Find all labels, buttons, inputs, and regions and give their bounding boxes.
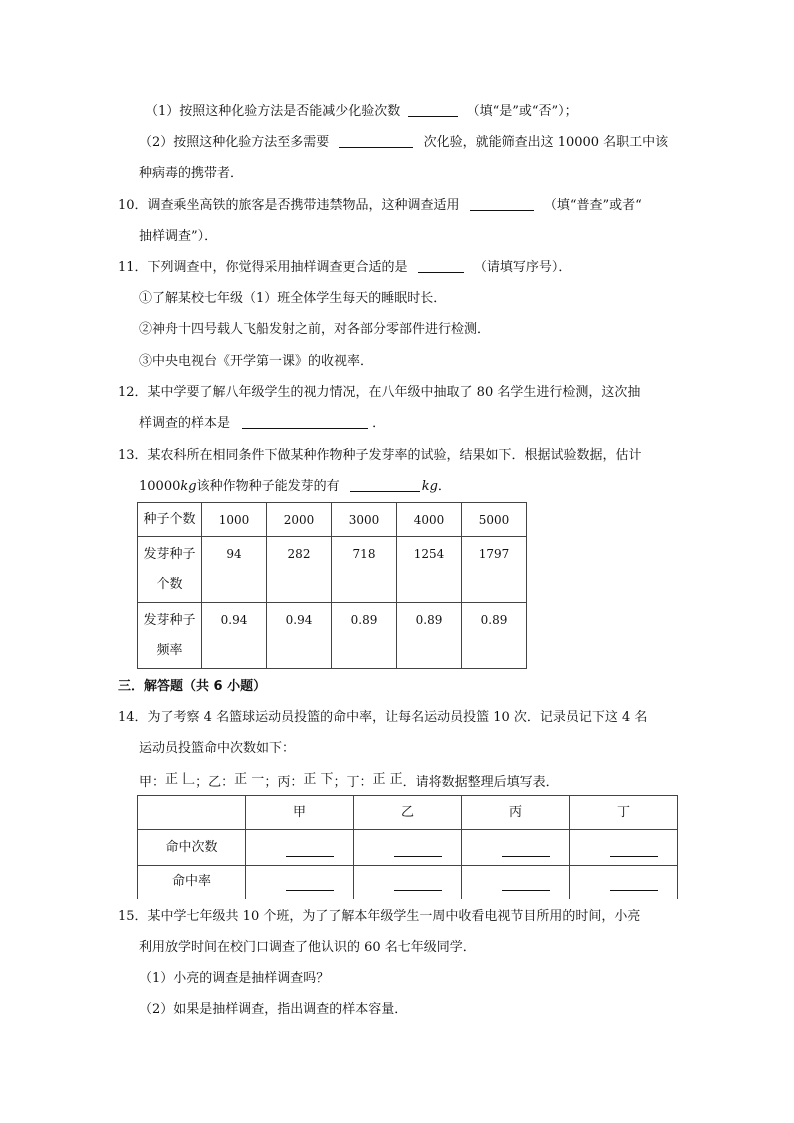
table-cell: 282 bbox=[267, 537, 332, 603]
table-cell bbox=[570, 830, 678, 866]
row-label: 命中率 bbox=[138, 866, 246, 899]
table-header: 丁 bbox=[570, 796, 678, 830]
q11-option-1: ①了解某校七年级（1）班全体学生每天的睡眠时长． bbox=[139, 291, 447, 306]
answer-blank[interactable] bbox=[418, 258, 464, 273]
table-header bbox=[138, 796, 246, 830]
tally-mark: 正 正 bbox=[372, 772, 403, 787]
table-header: 发芽种子 个数 bbox=[138, 537, 202, 603]
table-cell bbox=[570, 866, 678, 899]
q15-sub2: （2）如果是抽样调查，指出调查的样本容量． bbox=[139, 1002, 408, 1017]
table-header: 丙 bbox=[462, 796, 570, 830]
answer-blank[interactable] bbox=[610, 878, 658, 891]
table-cell: 2000 bbox=[267, 503, 332, 537]
question-14-continued: 运动员投篮命中次数如下： bbox=[139, 741, 296, 756]
answer-blank[interactable] bbox=[242, 414, 368, 429]
q9-sub2-continued: 种病毒的携带者． bbox=[139, 166, 244, 181]
table-cell: 1797 bbox=[462, 537, 527, 603]
table-cell: 1000 bbox=[202, 503, 267, 537]
table-cell: 0.89 bbox=[462, 603, 527, 669]
table-cell: 0.94 bbox=[202, 603, 267, 669]
table-cell: 718 bbox=[332, 537, 397, 603]
table-cell bbox=[354, 830, 462, 866]
q9-sub2: （2）按照这种化验方法至多需要 次化验，就能筛查出这 10000 名职工中该 bbox=[139, 135, 669, 150]
table-cell: 1254 bbox=[397, 537, 462, 603]
q11-option-3: ③中央电视台《开学第一课》的收视率． bbox=[139, 354, 374, 369]
table-cell: 94 bbox=[202, 537, 267, 603]
question-14: 14．为了考察 4 名篮球运动员投篮的命中率，让每名运动员投篮 10 次．记录员记下这 4 名 bbox=[118, 710, 648, 725]
section-title: 三．解答题（共 6 小题） bbox=[118, 679, 267, 694]
question-12-continued: 样调查的样本是 ． bbox=[139, 416, 386, 431]
tally-mark: 正 下 bbox=[303, 772, 334, 787]
seed-germination-table bbox=[137, 502, 527, 669]
question-15-continued: 利用放学时间在校门口调查了他认识的 60 名七年级同学． bbox=[139, 940, 476, 955]
q15-sub1: （1）小亮的调查是抽样调查吗？ bbox=[139, 971, 330, 986]
table-header: 甲 bbox=[246, 796, 354, 830]
shooting-record-table bbox=[137, 795, 678, 899]
table-header: 种子个数 bbox=[138, 503, 202, 537]
row-label: 命中次数 bbox=[138, 830, 246, 866]
answer-blank[interactable] bbox=[394, 878, 442, 891]
answer-blank[interactable] bbox=[286, 844, 334, 857]
table-cell bbox=[462, 866, 570, 899]
answer-blank[interactable] bbox=[286, 878, 334, 891]
question-12: 12．某中学要了解八年级学生的视力情况，在八年级中抽取了 80 名学生进行检测，这次抽 bbox=[118, 385, 641, 400]
answer-blank[interactable] bbox=[350, 477, 420, 492]
q11-option-2: ②神舟十四号载人飞船发射之前，对各部分零部件进行检测． bbox=[139, 322, 491, 337]
table-cell: 0.94 bbox=[267, 603, 332, 669]
table-cell bbox=[354, 866, 462, 899]
answer-blank[interactable] bbox=[610, 844, 658, 857]
answer-blank[interactable] bbox=[339, 133, 413, 148]
table-cell: 0.89 bbox=[397, 603, 462, 669]
question-11: 11．下列调查中，你觉得采用抽样调查更合适的是 （请填写序号）． bbox=[118, 260, 572, 275]
table-cell bbox=[246, 866, 354, 899]
table-header: 发芽种子 频率 bbox=[138, 603, 202, 669]
answer-blank[interactable] bbox=[394, 844, 442, 857]
question-13-continued: 10000kg该种作物种子能发芽的有 kg． bbox=[139, 479, 451, 494]
table-cell: 5000 bbox=[462, 503, 527, 537]
q9-sub1: （1）按照这种化验方法是否能减少化验次数 （填“是”或“否”）； bbox=[145, 104, 578, 119]
table-cell: 4000 bbox=[397, 503, 462, 537]
tally-mark: 正 一 bbox=[234, 772, 265, 787]
answer-blank[interactable] bbox=[502, 878, 550, 891]
question-10: 10．调查乘坐高铁的旅客是否携带违禁物品，这种调查适用 （填“普查”或者“ bbox=[118, 198, 642, 213]
table-cell bbox=[462, 830, 570, 866]
question-10-continued: 抽样调查”）． bbox=[139, 229, 218, 244]
question-15: 15．某中学七年级共 10 个班，为了了解本年级学生一周中收看电视节目所用的时间，小亮 bbox=[118, 909, 641, 924]
table-cell bbox=[246, 830, 354, 866]
tally-mark: 正 𠃊 bbox=[165, 772, 196, 787]
table-cell: 3000 bbox=[332, 503, 397, 537]
table-cell: 0.89 bbox=[332, 603, 397, 669]
question-13: 13．某农科所在相同条件下做某种作物种子发芽率的试验，结果如下．根据试验数据，估计 bbox=[118, 448, 642, 463]
answer-blank[interactable] bbox=[470, 196, 534, 211]
answer-blank[interactable] bbox=[502, 844, 550, 857]
tally-line: 甲：正 𠃊；乙：正 一；丙：正 下；丁：正 正．请将数据整理后填写表． bbox=[139, 772, 559, 790]
answer-blank[interactable] bbox=[408, 102, 458, 117]
table-header: 乙 bbox=[354, 796, 462, 830]
